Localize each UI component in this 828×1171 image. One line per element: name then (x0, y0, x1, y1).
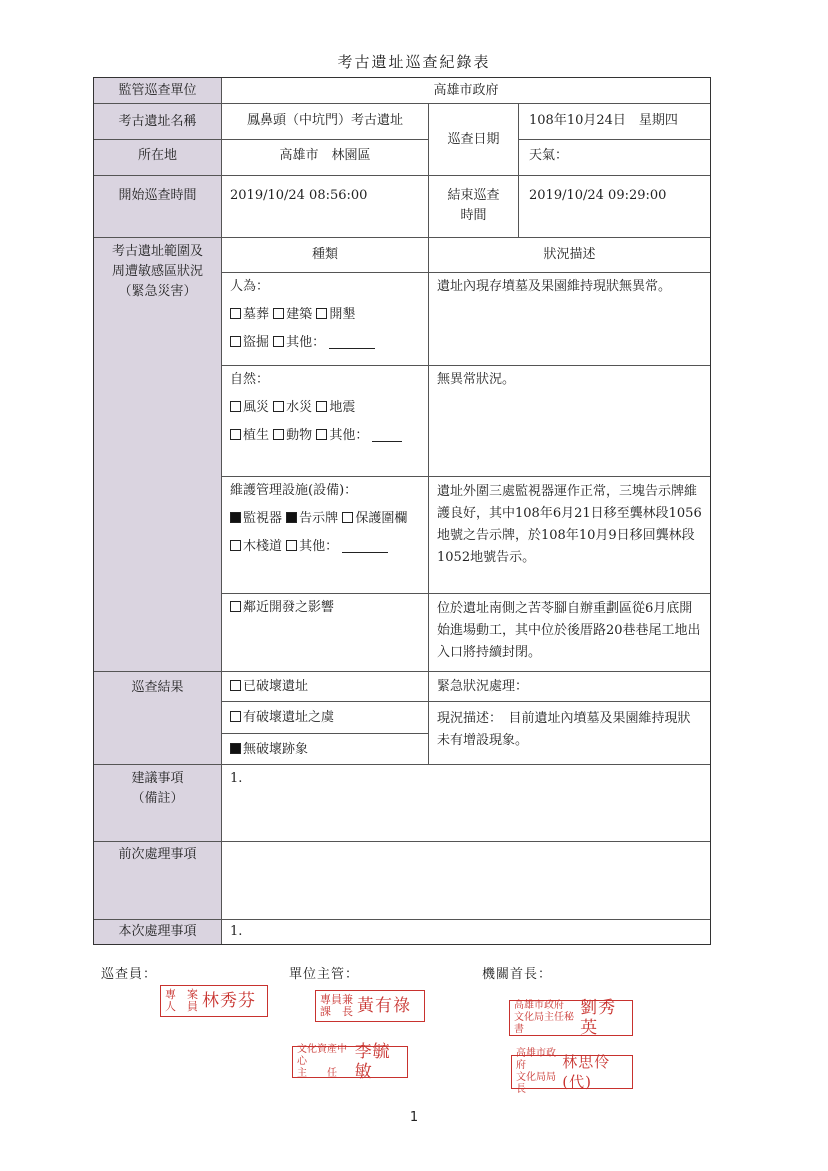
status-section-label: 考古遺址範圍及 周遭敏感區狀況 （緊急災害） (94, 238, 222, 672)
plant-checkbox[interactable] (230, 429, 241, 440)
facility-type-cell: 維護管理設施(設備)： 監視器 告示牌 保護圍欄 木棧道 其他： (222, 477, 429, 594)
current-action-label: 本次處理事項 (94, 920, 222, 944)
none-checkbox[interactable] (230, 743, 241, 754)
supervisor-stamp: 專員兼 課 長 黃有祿 (315, 990, 425, 1022)
site-label: 考古遺址名稱 (94, 104, 222, 140)
result-label: 巡查結果 (94, 672, 222, 765)
previous-value (222, 842, 710, 920)
weather-label: 天氣： (519, 140, 710, 176)
quake-checkbox[interactable] (316, 401, 327, 412)
result-none-cell: 無破壞跡象 (222, 734, 429, 765)
nearby-desc: 位於遺址南側之苦苓腳自辦重劃區從6月底開始進場動工，其中位於後厝路20巷巷尾工地出入口將持續封閉。 (429, 594, 710, 672)
current-action-value: 1. (230, 924, 243, 939)
fence-checkbox[interactable] (342, 512, 353, 523)
end-time-label: 結束巡查 時間 (429, 176, 519, 238)
current-status-desc: 現況描述： 目前遺址內墳墓及果園維持現狀未有增設現象。 (429, 702, 710, 765)
patrol-date-value: 108年10月24日 星期四 (519, 104, 710, 140)
head-stamp: 高雄市政府 文化局主任秘書 劉秀英 (509, 1000, 633, 1036)
end-time-value: 2019/10/24 09:29:00 (519, 176, 710, 238)
suggest-label: 建議事項 （備註） (94, 765, 222, 842)
wind-checkbox[interactable] (230, 401, 241, 412)
clear-checkbox[interactable] (316, 308, 327, 319)
nature-other-checkbox[interactable] (316, 429, 327, 440)
human-desc: 遺址內現存墳墓及果園維持現狀無異常。 (429, 273, 710, 366)
patrol-date-label: 巡查日期 (429, 104, 519, 176)
dig-checkbox[interactable] (230, 336, 241, 347)
facility-other-blank[interactable] (342, 538, 388, 553)
nature-type-cell: 自然： 風災 水災 地震 植生 動物 其他： (222, 366, 429, 477)
site-value: 鳳鼻頭（中坑門）考古遺址 (222, 104, 429, 140)
inspector-stamp: 專 案 人 員 林秀芬 (160, 985, 268, 1017)
sign-checkbox[interactable] (286, 512, 297, 523)
previous-label: 前次處理事項 (94, 842, 222, 920)
nature-desc: 無異常狀況。 (429, 366, 710, 477)
facility-desc: 遺址外圍三處監視器運作正常，三塊告示牌維護良好，其中108年6月21日移至龔林段1056地號之告示牌，於108年10月9日移回龔林段1052地號告示。 (429, 477, 710, 594)
suggest-value: 1. (222, 765, 710, 842)
result-risk-cell: 有破壞遺址之虞 (222, 702, 429, 734)
center-director-stamp: 文化資產中心 主 任 李毓敏 (292, 1046, 408, 1078)
destroyed-checkbox[interactable] (230, 680, 241, 691)
start-time-label: 開始巡查時間 (94, 176, 222, 238)
start-time-value: 2019/10/24 08:56:00 (222, 176, 429, 238)
build-checkbox[interactable] (273, 308, 284, 319)
col-desc-header: 狀況描述 (429, 238, 710, 273)
facility-other-checkbox[interactable] (286, 540, 297, 551)
inspector-label: 巡查員： (101, 967, 158, 982)
patrol-form (93, 77, 711, 945)
burial-checkbox[interactable] (230, 308, 241, 319)
emergency-label: 緊急狀況處理： (429, 672, 710, 702)
risk-checkbox[interactable] (230, 711, 241, 722)
head-label: 機關首長： (482, 967, 553, 982)
location-label: 所在地 (94, 140, 222, 176)
human-other-blank[interactable] (329, 334, 375, 349)
animal-checkbox[interactable] (273, 429, 284, 440)
monitor-checkbox[interactable] (230, 512, 241, 523)
col-type-header: 種類 (222, 238, 429, 273)
supervisor-label: 單位主管： (289, 967, 360, 982)
nature-other-blank[interactable] (372, 427, 402, 442)
human-type-cell: 人為： 墓葬 建築 開墾 盜掘 其他： (222, 273, 429, 366)
unit-label: 監管巡查單位 (94, 78, 222, 104)
human-other-checkbox[interactable] (273, 336, 284, 347)
director-stamp: 高雄市政府 文化局局長 林思伶(代) (511, 1055, 633, 1089)
result-destroyed-cell: 已破壞遺址 (222, 672, 429, 702)
form-title: 考古遺址巡查紀錄表 (337, 53, 491, 71)
nearby-type-cell: 鄰近開發之影響 (222, 594, 429, 672)
water-checkbox[interactable] (273, 401, 284, 412)
unit-value: 高雄市政府 (222, 78, 710, 104)
boardwalk-checkbox[interactable] (230, 540, 241, 551)
page-number: 1 (409, 1110, 419, 1125)
nearby-checkbox[interactable] (230, 601, 241, 612)
location-value: 高雄市 林園區 (222, 140, 429, 176)
